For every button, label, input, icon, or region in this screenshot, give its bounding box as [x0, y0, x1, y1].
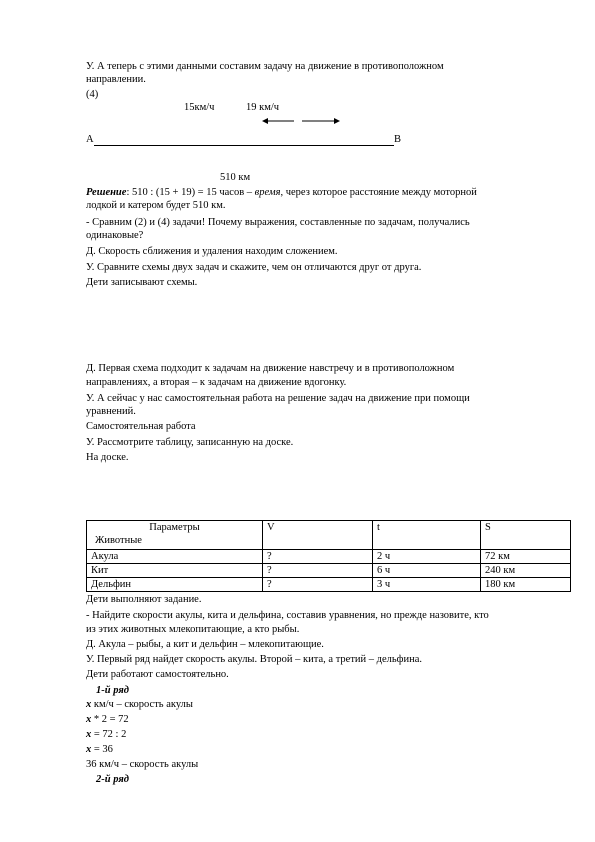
table-row — [87, 578, 571, 592]
header-params: Параметры — [149, 522, 200, 533]
para1-line: Дети записывают схемы. — [86, 277, 198, 288]
point-a-label: А — [86, 134, 94, 145]
row2-title: 2-й ряд — [96, 774, 129, 785]
distance-label: 510 км — [220, 172, 251, 183]
header-s: S — [481, 521, 571, 550]
para3-line: Д. Акула – рыбы, а кит и дельфин – млекопитающие. — [86, 639, 324, 650]
table-row — [87, 564, 571, 578]
point-b-label: В — [394, 134, 402, 145]
equation-line — [86, 713, 129, 726]
table-row — [87, 550, 571, 564]
para2-line: направлениях, а вторая – к задачам на движение вдогонку. — [86, 377, 347, 388]
equation-text: = 36 — [91, 744, 113, 755]
para2-line: У. Рассмотрите таблицу, записанную на доске. — [86, 437, 294, 448]
cell-animal: Дельфин — [87, 578, 263, 592]
equation-line — [86, 728, 126, 741]
para2-line: уравнений. — [86, 406, 136, 417]
equation-text: = 72 : 2 — [91, 729, 127, 740]
para3-line: Дети работают самостоятельно. — [86, 669, 229, 680]
variable-x: x — [86, 699, 92, 710]
equation-line — [86, 698, 193, 711]
header-animals: Животные — [95, 535, 142, 546]
animals-table — [86, 520, 571, 592]
variable-x: x — [86, 714, 92, 725]
para1-line: - Сравним (2) и (4) задачи! Почему выражения, составленные по задачам, получались — [86, 217, 470, 228]
para3-line: - Найдите скорости акулы, кита и дельфина, составив уравнения, но прежде назовите, кто — [86, 610, 489, 621]
cell-s: 180 км — [481, 578, 571, 592]
intro-line-2: направлении. — [86, 74, 146, 85]
cell-v: ? — [263, 578, 373, 592]
variable-x: x — [86, 744, 92, 755]
solution-line-2: лодкой и катером будет 510 км. — [86, 200, 226, 211]
cell-animal: Кит — [87, 564, 263, 578]
speed-label-1: 15км/ч — [184, 102, 215, 113]
equation-line — [86, 743, 113, 756]
cell-v: ? — [263, 564, 373, 578]
variable-x: x — [86, 729, 92, 740]
para3-line: Дети выполняют задание. — [86, 594, 202, 605]
solution-label: Решение — [86, 187, 127, 198]
speed-label-2: 19 км/ч — [246, 102, 280, 113]
problem-number: (4) — [86, 89, 99, 100]
para3-line: из этих животных млекопитающие, а кто рыбы. — [86, 624, 300, 635]
para1-line: Д. Скорость сближения и удаления находим сложением. — [86, 246, 338, 257]
direction-arrows-icon — [262, 116, 342, 126]
cell-v: ? — [263, 550, 373, 564]
cell-t: 3 ч — [373, 578, 481, 592]
table-header-row — [87, 521, 571, 550]
para2-line: Д. Первая схема подходит к задачам на движение навстречу и в противоположном — [86, 363, 455, 374]
solution-line-1 — [86, 186, 477, 199]
header-t: t — [373, 521, 481, 550]
cell-t: 6 ч — [373, 564, 481, 578]
para1-line: одинаковые? — [86, 230, 144, 241]
equation-text: км/ч – скорость акулы — [91, 699, 193, 710]
answer-line: 36 км/ч – скорость акулы — [86, 759, 199, 770]
intro-line-1: У. А теперь с этими данными составим задачу на движение в противоположном — [86, 61, 444, 72]
row1-title: 1-й ряд — [96, 685, 129, 696]
header-v: V — [263, 521, 373, 550]
solution-time-word: время — [254, 187, 281, 198]
cell-s: 72 км — [481, 550, 571, 564]
table-header-params-cell — [87, 521, 263, 550]
para2-line: Самостоятельная работа — [86, 421, 196, 432]
para2-line: На доске. — [86, 452, 129, 463]
cell-animal: Акула — [87, 550, 263, 564]
para3-line: У. Первый ряд найдет скорость акулы. Второй – кита, а третий – дельфина. — [86, 654, 422, 665]
para1-line: У. Сравните схемы двух задач и скажите, чем он отличаются друг от друга. — [86, 262, 422, 273]
distance-line — [94, 145, 394, 146]
cell-s: 240 км — [481, 564, 571, 578]
solution-expression: : 510 : (15 + 19) = 15 часов – — [126, 187, 255, 198]
equation-text: * 2 = 72 — [91, 714, 129, 725]
solution-tail: , через которое расстояние между моторной — [280, 187, 477, 198]
cell-t: 2 ч — [373, 550, 481, 564]
para2-line: У. А сейчас у нас самостоятельная работа на решение задач на движение при помощи — [86, 393, 470, 404]
